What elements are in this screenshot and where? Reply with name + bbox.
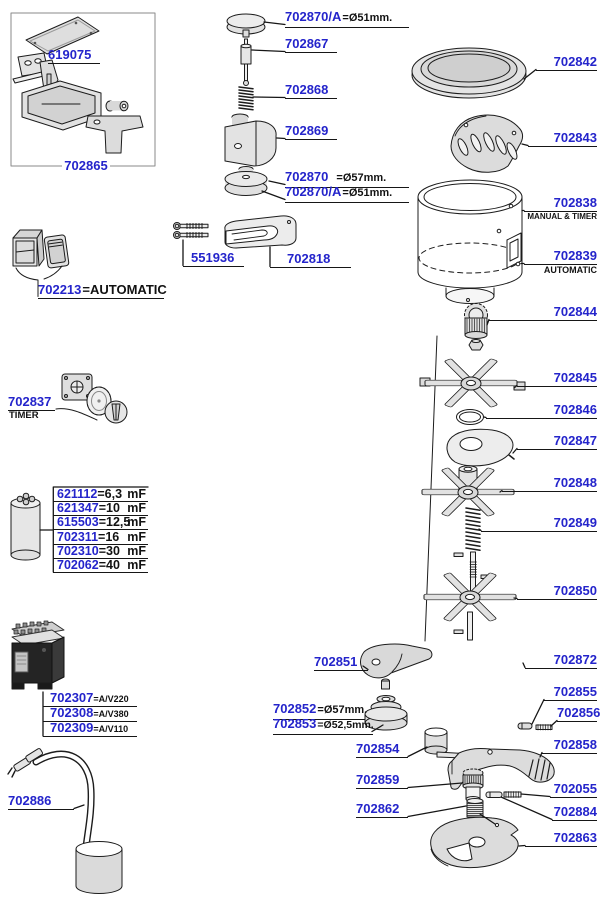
part-label-702872[interactable]: 702872: [525, 652, 597, 669]
part-label-702842[interactable]: 702842: [536, 54, 597, 71]
manual-timer-sublabel: MANUAL & TIMER: [527, 212, 597, 221]
part-label-619075[interactable]: 619075: [48, 47, 100, 64]
part-label-702863[interactable]: 702863: [525, 830, 597, 847]
part-label-702844[interactable]: 702844: [489, 304, 597, 321]
part-label-702852[interactable]: 702852=Ø57mm.: [273, 701, 365, 720]
part-label-702843[interactable]: 702843: [528, 130, 597, 147]
contactor-row[interactable]: 702309=A/V110: [43, 721, 137, 737]
part-label-702818[interactable]: 702818: [270, 251, 351, 268]
contactor-row[interactable]: 702307=A/V220: [43, 691, 137, 707]
part-label-702839[interactable]: 702839: [524, 248, 597, 265]
part-label-702862[interactable]: 702862: [356, 801, 408, 818]
part-label-702849[interactable]: 702849: [481, 515, 597, 532]
part-label-702846[interactable]: 702846: [486, 402, 597, 419]
part-label-702870[interactable]: 702870 =Ø57mm.: [285, 169, 409, 188]
part-label-702853[interactable]: 702853=Ø52,5mm.: [273, 716, 373, 735]
part-label-702865[interactable]: 702865: [62, 158, 110, 174]
part-label-702870a-top[interactable]: 702870/A=Ø51mm.: [285, 9, 409, 28]
part-label-702851[interactable]: 702851: [314, 654, 368, 671]
part-label-702859[interactable]: 702859: [356, 772, 408, 789]
part-label-702886[interactable]: 702886: [8, 793, 74, 810]
part-label-702855[interactable]: 702855: [544, 684, 597, 701]
part-label-702858[interactable]: 702858: [542, 737, 597, 754]
contactor-row[interactable]: 702308=A/V380: [43, 706, 137, 722]
part-label-702055[interactable]: 702055: [550, 781, 597, 798]
part-label-702837[interactable]: 702837: [8, 394, 55, 411]
timer-sublabel: TIMER: [9, 410, 39, 421]
part-label-702867[interactable]: 702867: [285, 36, 337, 53]
capacitor-row[interactable]: 621112=6,3 mF: [53, 487, 148, 502]
part-label-702856[interactable]: 702856: [557, 705, 600, 720]
capacitor-row[interactable]: 615503=12,5 mF: [53, 515, 148, 530]
automatic-sublabel: AUTOMATIC: [543, 265, 597, 275]
part-label-702850[interactable]: 702850: [517, 583, 597, 600]
part-label-702869[interactable]: 702869: [285, 123, 337, 140]
capacitor-row[interactable]: 702310=30 mF: [53, 544, 148, 559]
capacitor-row[interactable]: 702311=16 mF: [53, 530, 148, 545]
part-label-551936[interactable]: 551936: [183, 250, 244, 267]
part-label-702845[interactable]: 702845: [517, 370, 597, 387]
part-label-702838[interactable]: 702838: [524, 195, 597, 212]
part-label-702870a-bottom[interactable]: 702870/A=Ø51mm.: [285, 184, 409, 203]
capacitor-row[interactable]: 702062=40 mF: [53, 558, 148, 573]
capacitor-row[interactable]: 621347=10 mF: [53, 501, 148, 516]
part-label-702854[interactable]: 702854: [356, 741, 408, 758]
part-label-702847[interactable]: 702847: [517, 433, 597, 450]
part-label-702848[interactable]: 702848: [502, 475, 597, 492]
part-label-702884[interactable]: 702884: [553, 804, 597, 819]
part-label-702868[interactable]: 702868: [285, 82, 337, 99]
part-label-702213[interactable]: 702213=AUTOMATIC: [38, 282, 167, 297]
